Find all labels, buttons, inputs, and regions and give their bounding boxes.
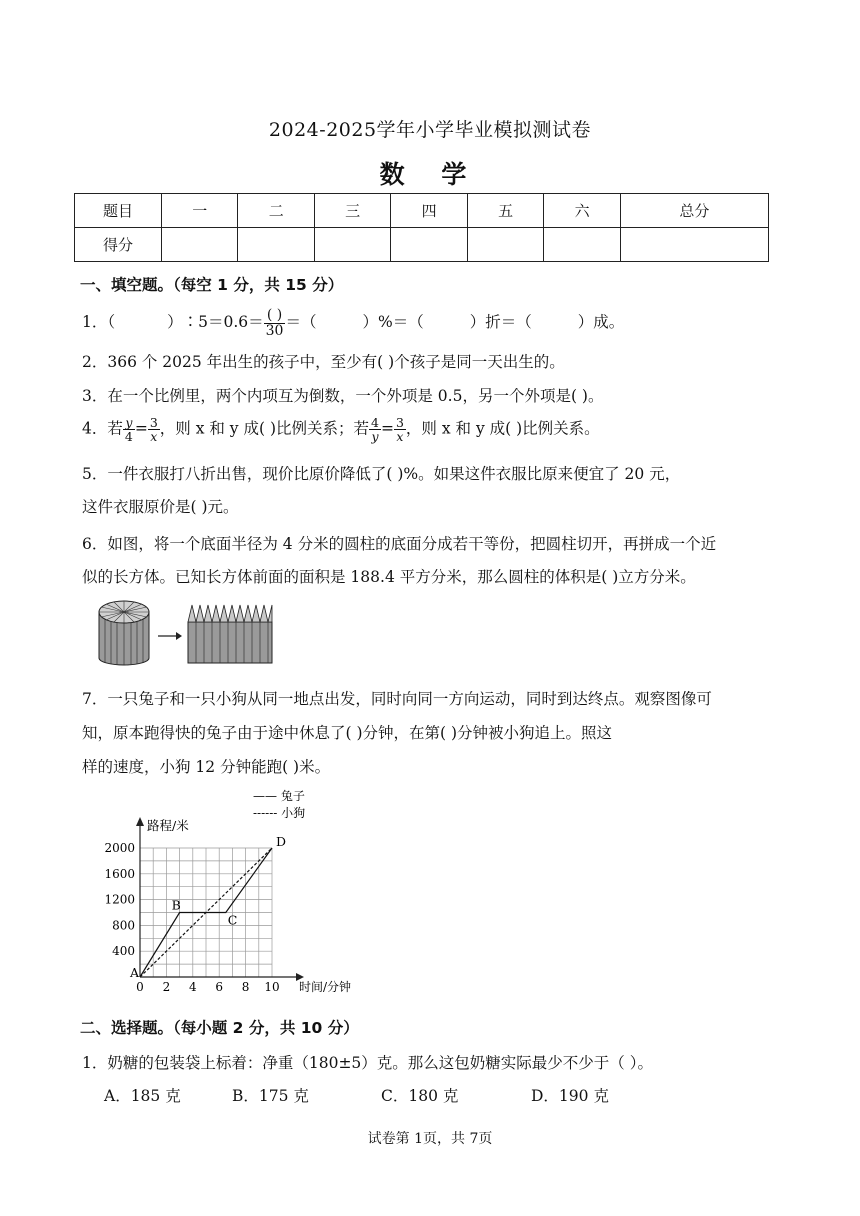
question-1-6-line1: 6．如图，将一个底面半径为 4 分米的圆柱的底面分成若干等份，把圆柱切开，再拼成一个近 — [82, 535, 717, 553]
q1-text-d: ）%＝（ — [362, 313, 424, 332]
q4-f3-den: y — [371, 429, 379, 445]
arrow-icon — [158, 632, 182, 640]
y-tick-label: 1600 — [104, 866, 135, 881]
question-1-6-line2: 似的长方体。已知长方体前面的面积是 188.4 平方分米，那么圆柱的体积是( )立方分米。 — [82, 568, 696, 586]
q4-eq-1: = — [134, 419, 148, 438]
x-tick-label: 0 — [136, 980, 144, 994]
score-input-cell[interactable] — [391, 228, 467, 262]
question-1-1 — [82, 308, 624, 338]
q4-f2-num: 3 — [149, 415, 158, 430]
question-2-1: 1．奶糖的包装袋上标着：净重（180±5）克。那么这包奶糖实际最少不少于（ ）。 — [82, 1054, 653, 1072]
question-1-7-line2: 知，原本跑得快的兔子由于途中休息了( )分钟，在第( )分钟被小狗追上。照这 — [82, 724, 613, 742]
q1-text-b: ）∶5＝0.6＝ — [167, 313, 264, 332]
q4-f4-den: x — [396, 429, 404, 445]
score-input-cell[interactable] — [467, 228, 543, 262]
legend-entry-dog: ------ 小狗 — [253, 806, 306, 820]
x-tick-label: 4 — [188, 980, 197, 994]
x-tick-label: 2 — [162, 980, 171, 994]
q4-f1-den: 4 — [124, 429, 133, 445]
q4-fraction-1 — [123, 416, 135, 443]
section2-title: 二、选择题。（每小题 2 分，共 10 分） — [80, 1019, 359, 1037]
x-axis-label: 时间/分钟 — [299, 980, 352, 994]
question-1-5-line1: 5．一件衣服打八折出售，现价比原价降低了( )%。如果这件衣服比原来便宜了 20 元， — [82, 465, 681, 483]
option-a[interactable]: A．185 克 — [104, 1087, 181, 1105]
cuboid-drawing — [188, 605, 272, 663]
score-table-cell: 五 — [467, 194, 543, 228]
q4-fraction-2 — [148, 416, 160, 443]
q1-frac-num: ( ) — [264, 308, 286, 324]
q4-fraction-3 — [369, 416, 381, 443]
y-axis-label: 路程/米 — [147, 818, 189, 833]
y-axis-arrow-icon — [136, 817, 144, 826]
question-1-4 — [82, 416, 600, 443]
subject-title: 数 学 — [379, 160, 481, 189]
q4-fraction-4 — [394, 416, 406, 443]
page-footer: 试卷第 1页，共 7页 — [367, 1131, 493, 1147]
x-tick-label: 10 — [264, 980, 280, 994]
score-table-cell: 四 — [391, 194, 467, 228]
cylinder-drawing — [99, 601, 149, 665]
score-table-cell: 三 — [314, 194, 390, 228]
legend-entry-rabbit: —— 兔子 — [253, 789, 305, 803]
q1-text-c: ＝（ — [285, 313, 317, 332]
option-c[interactable]: C．180 克 — [381, 1087, 459, 1105]
q4-f1-num: y — [123, 416, 135, 430]
score-table-cell: 一 — [162, 194, 238, 228]
q4-f3-num: 4 — [371, 415, 379, 430]
score-input-cell[interactable] — [162, 228, 238, 262]
score-table-cell: 二 — [238, 194, 314, 228]
x-tick-label: 8 — [241, 980, 250, 994]
question-1-2: 2．366 个 2025 年出生的孩子中，至少有( )个孩子是同一天出生的。 — [82, 353, 565, 371]
cylinder-cuboid-figure — [96, 598, 286, 672]
score-table-cell: 题目 — [75, 194, 162, 228]
question-1-5-line2: 这件衣服原价是( )元。 — [82, 498, 239, 516]
score-input-cell[interactable] — [314, 228, 390, 262]
chart-point-labels — [129, 834, 286, 980]
point-label-d: D — [276, 834, 287, 849]
point-label-a: A — [130, 965, 140, 980]
score-table-header-row — [75, 194, 769, 228]
option-d[interactable]: D．190 克 — [531, 1087, 609, 1105]
score-table-cell: 总分 — [620, 194, 768, 228]
q4-f4-num: 3 — [395, 415, 404, 430]
score-input-cell[interactable] — [544, 228, 620, 262]
option-b[interactable]: B．175 克 — [232, 1087, 309, 1105]
q1-text-f: ）成。 — [577, 313, 625, 332]
question-1-7-line3: 样的速度，小狗 12 分钟能跑( )米。 — [82, 758, 331, 776]
q1-fraction — [264, 308, 286, 338]
q4-text-c: ，则 x 和 y 成( )比例关系。 — [405, 419, 600, 438]
y-tick-label: 400 — [112, 944, 135, 959]
exam-title: 2024-2025学年小学毕业模拟测试卷 — [268, 119, 592, 141]
distance-time-chart — [100, 786, 370, 1002]
q4-text-a: 4．若 — [82, 419, 123, 438]
y-tick-label: 2000 — [104, 841, 135, 855]
q1-text-e: ）折＝（ — [469, 313, 532, 332]
q1-text-a: 1．（ — [82, 313, 116, 332]
question-1-7-line1: 7．一只兔子和一只小狗从同一地点出发，同时向同一方向运动，同时到达终点。观察图像可 — [82, 690, 712, 708]
score-table — [74, 193, 769, 262]
score-table-score-row — [75, 228, 769, 262]
y-tick-label: 1200 — [104, 892, 135, 907]
y-tick-label: 800 — [112, 918, 135, 933]
q4-text-b: ，则 x 和 y 成( )比例关系；若 — [159, 419, 370, 438]
q4-f2-den: x — [150, 429, 158, 445]
q4-eq-2: = — [380, 419, 394, 438]
score-row-label: 得分 — [75, 228, 162, 262]
section1-title: 一、填空题。（每空 1 分，共 15 分） — [80, 276, 344, 294]
question-1-3: 3．在一个比例里，两个内项互为倒数，一个外项是 0.5，另一个外项是( )。 — [82, 387, 604, 405]
score-table-cell: 六 — [544, 194, 620, 228]
score-input-cell[interactable] — [620, 228, 768, 262]
score-input-cell[interactable] — [238, 228, 314, 262]
point-label-c: C — [227, 912, 238, 928]
x-tick-label: 6 — [215, 980, 224, 994]
q1-frac-den: 30 — [265, 322, 284, 339]
point-label-b: B — [171, 897, 181, 913]
